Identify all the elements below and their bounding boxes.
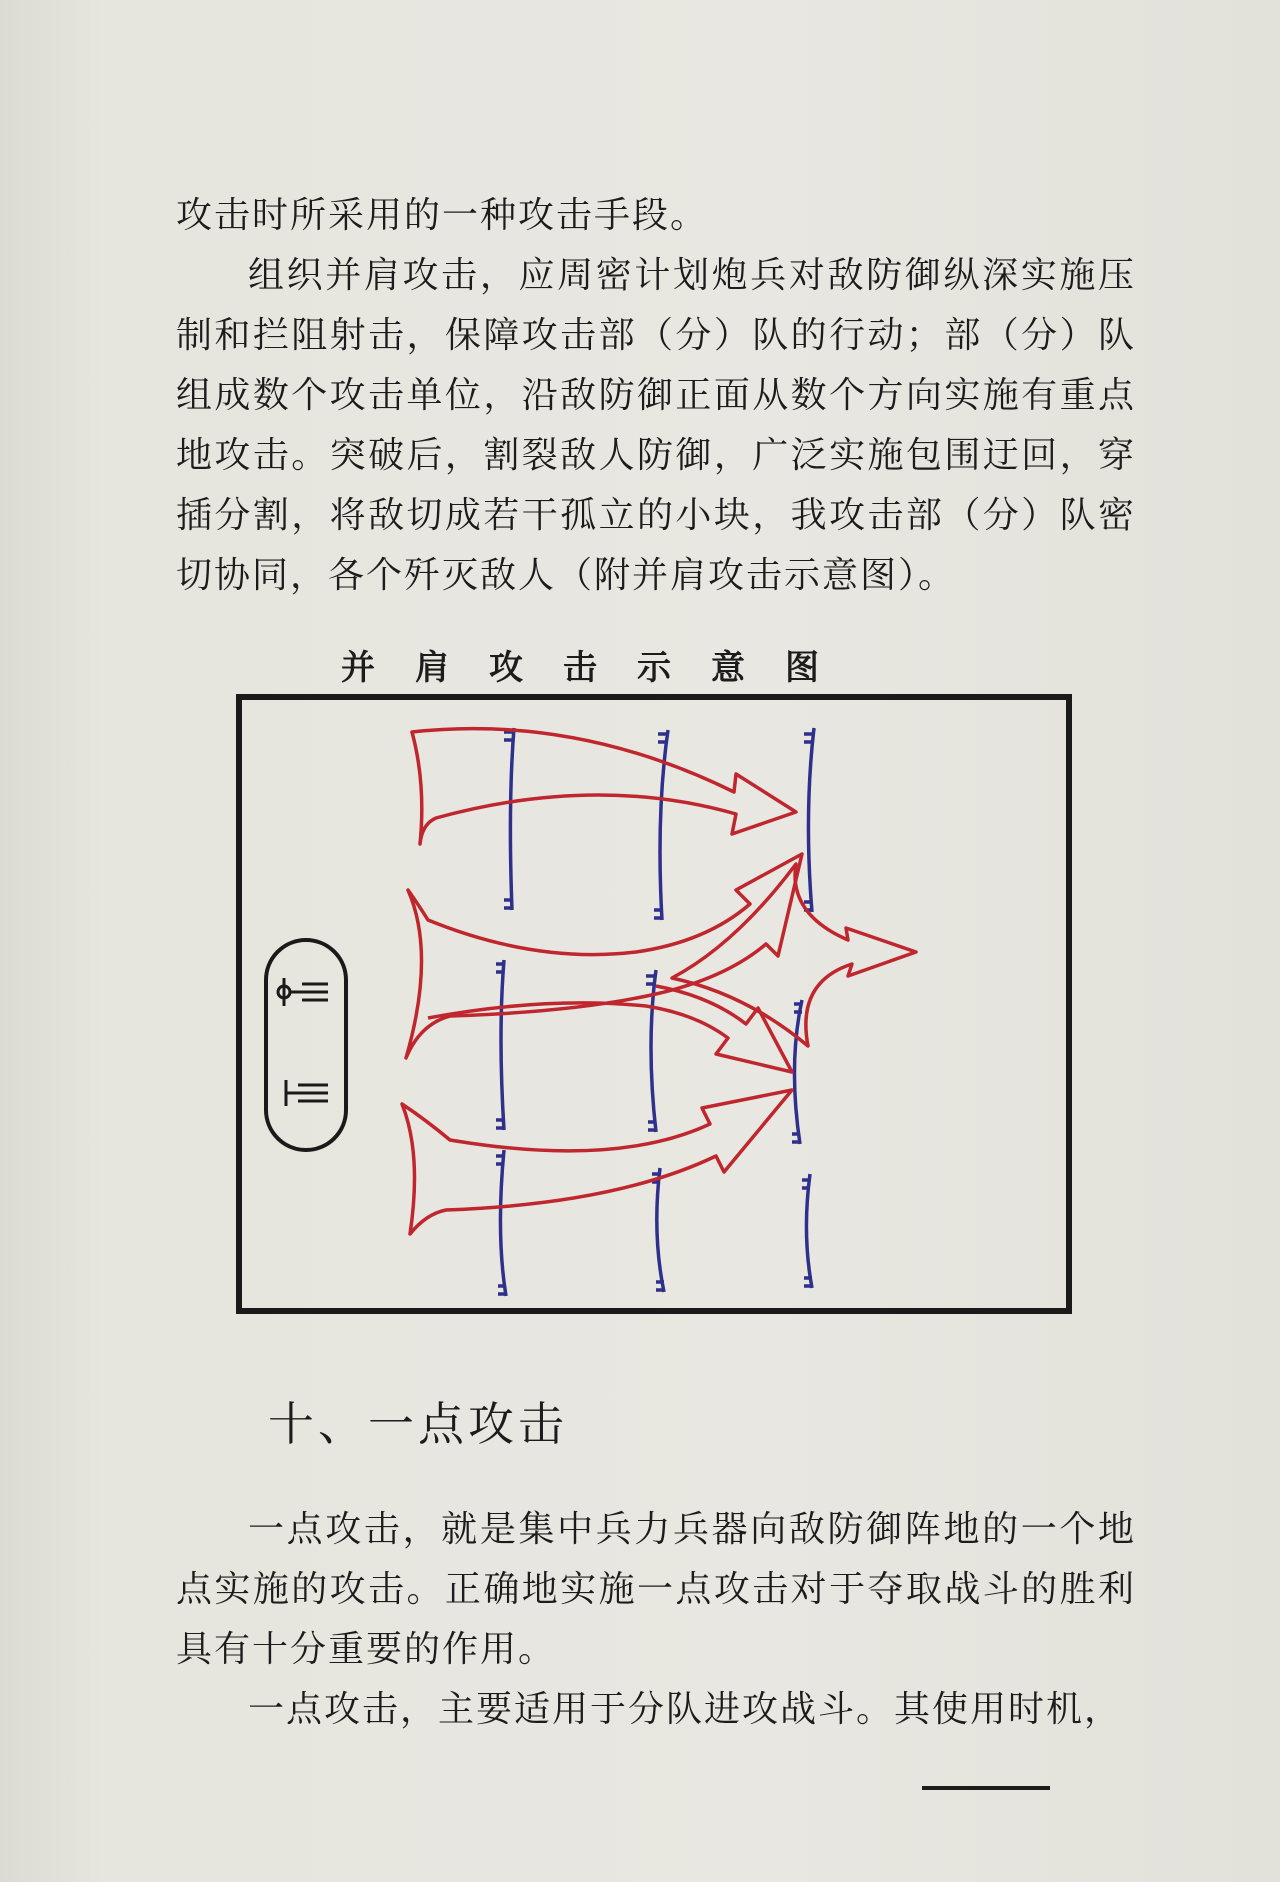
paragraph-3: 一点攻击，就是集中兵力兵器向敌防御阵地的一个地点实施的攻击。正确地实施一点攻击对于夺取战斗的胜利具有十分重要的作用。 (176, 1509, 1136, 1670)
attack-arrow-middle-upper (406, 854, 802, 1058)
defense-line (806, 1174, 812, 1288)
side-by-side-attack-diagram (236, 694, 1074, 1318)
bottom-text (176, 1500, 1136, 1740)
section-heading: 十、一点攻击 (268, 1397, 568, 1451)
paragraph-4: 一点攻击，主要适用于分队进攻战斗。其使用时机， (248, 1689, 1123, 1730)
attack-arrow-bottom (402, 1090, 792, 1234)
defense-line (500, 1150, 506, 1296)
defense-line (808, 728, 814, 912)
paragraph-2: 组织并肩攻击，应周密计划炮兵对敌防御纵深实施压制和拦阻射击，保障攻击部（分）队的行动；部（分）队组成数个攻击单位，沿敌防御正面从数个方向实施有重点地攻击。突破后，割裂敌人防御，广泛实施包围迂回，穿插分割，将敌切成若干孤立的小块，我攻击部（分）队密切协同，各个歼灭敌人（附并肩攻击示意图）。 (176, 255, 1136, 596)
footer-rule (922, 1786, 1050, 1790)
defense-line (794, 1000, 802, 1144)
top-text (176, 186, 1136, 606)
defense-line (501, 960, 504, 1130)
attack-arrow-top (412, 729, 796, 844)
paragraph-1: 攻击时所采用的一种攻击手段。 (176, 195, 709, 236)
command-post-symbol (266, 940, 346, 1150)
defense-line (510, 728, 514, 910)
figure-title: 并肩攻击示意图 (341, 648, 859, 688)
defense-line (657, 1168, 664, 1292)
defense-line (660, 730, 668, 920)
attack-arrows (402, 729, 916, 1234)
